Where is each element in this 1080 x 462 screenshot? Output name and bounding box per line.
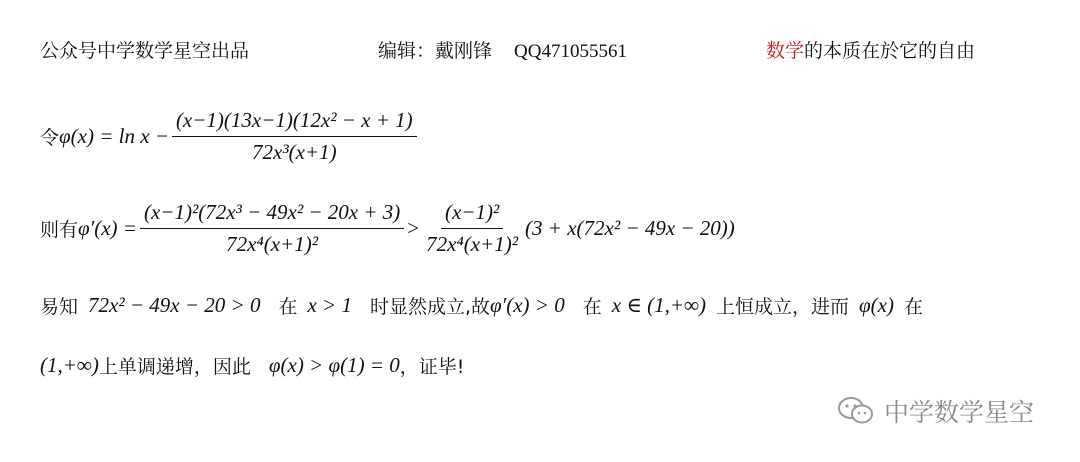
header-editor [378, 36, 627, 63]
line2-lhs: φ′(x) = [78, 216, 137, 240]
line1-lhs: φ(x) = ln x − [59, 124, 169, 148]
motto-highlight: 数学 [766, 41, 805, 62]
wechat-icon [836, 395, 876, 427]
line3-t2: 在 [278, 296, 298, 318]
line2-fraction-1 [140, 200, 404, 257]
formula-line-1 [40, 108, 420, 165]
header-publisher: 公众号中学数学星空出品 [40, 41, 250, 62]
line2-gt: > [407, 216, 420, 240]
line2-fraction-2 [422, 200, 522, 257]
line3-t3: 时显然成立,故 [369, 296, 491, 318]
line3-m2: x > 1 [307, 293, 352, 317]
line3-t4: 在 [582, 296, 602, 318]
line4-m2: φ(x) > φ(1) = 0 [268, 353, 400, 377]
motto-rest: 的本质在於它的自由 [804, 41, 976, 62]
line4-m1: (1,+∞) [40, 353, 99, 377]
watermark [836, 393, 1034, 429]
line1-numerator: (x−1)(13x−1)(12x² − x + 1) [172, 108, 417, 137]
line3-m5: φ(x) [859, 293, 894, 317]
text-line-4 [40, 352, 464, 379]
qq-number: QQ471055561 [514, 41, 627, 62]
line1-fraction [172, 108, 417, 165]
text-line-3 [40, 292, 923, 319]
editor-name: 编辑：戴刚锋 [378, 41, 493, 62]
line3-m4: x ∈ (1,+∞) [611, 293, 706, 317]
line3-m1: 72x² − 49x − 20 > 0 [88, 293, 261, 317]
line2-tail: (3 + x(72x² − 49x − 20)) [525, 216, 735, 240]
line2-numerator: (x−1)²(72x³ − 49x² − 20x + 3) [140, 200, 404, 229]
formula-line-2 [40, 200, 735, 257]
line3-t1: 易知 [40, 296, 79, 318]
line3-m3: φ′(x) > 0 [490, 293, 565, 317]
line3-t6: 在 [903, 296, 923, 318]
line1-denominator: 72x³(x+1) [252, 140, 337, 164]
watermark-text: 中学数学星空 [884, 398, 1035, 427]
line4-t2: ，证毕! [399, 356, 465, 378]
line2-denominator-2: 72x⁴(x+1)² [426, 232, 519, 256]
line4-t1: 上单调递增，因此 [98, 356, 251, 378]
line2-denominator: 72x⁴(x+1)² [226, 232, 319, 256]
line2-numerator-2: (x−1)² [441, 200, 503, 229]
line3-t5: 上恒成立，进而 [716, 296, 850, 318]
header-motto [766, 36, 975, 63]
line2-prefix: 则有 [40, 219, 79, 241]
line1-prefix: 令 [40, 127, 60, 149]
